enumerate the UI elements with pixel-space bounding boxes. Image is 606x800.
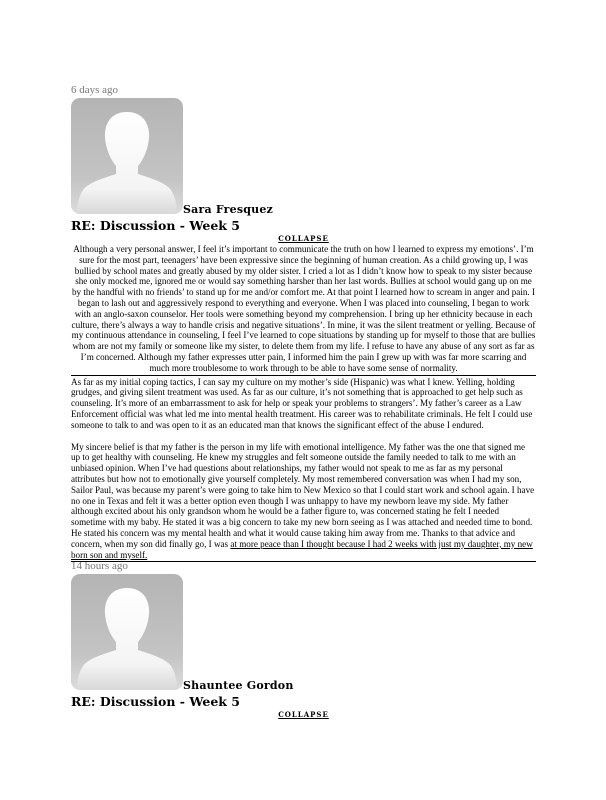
avatar bbox=[71, 574, 183, 690]
discussion-post bbox=[71, 84, 536, 562]
post-timestamp: 6 days ago bbox=[71, 84, 119, 96]
divider bbox=[71, 375, 536, 376]
post-header bbox=[71, 574, 536, 692]
discussion-post bbox=[71, 560, 536, 719]
author-name[interactable]: Shauntee Gordon bbox=[183, 679, 294, 692]
collapse-link[interactable]: COLLAPSE bbox=[278, 234, 329, 243]
person-silhouette-icon bbox=[71, 574, 183, 690]
post-title: RE: Discussion - Week 5 bbox=[71, 694, 240, 709]
paragraph-3-ending: at more peace than I thought because I had 2 weeks with just my daughter, my new born son and myself. bbox=[71, 538, 533, 560]
post-title: RE: Discussion - Week 5 bbox=[71, 218, 240, 233]
person-silhouette-icon bbox=[71, 98, 183, 214]
paragraph-3-text: My sincere belief is that my father is the person in my life with emotional intelligence. My father was the one that signed me up to get healthy with counseling. He knew my struggles and felt someone outside the family needed to talk to me with an unbiased opinion. When I’ve had questions about relationships, my father would not speak to me as far as my personal attributes but how not to emotionally give yourself completely. My most remembered conversation was when I had my son, Sailor Paul, was because my parent’s were going to take him to New Mexico so that I could start work and school again. I have no one in Texas and felt it was a better option even though I was unhappy to have my newborn leave my side. My father although excited about his only grandson whom he would be a father figure to, was concerned stating he felt I needed sometime with my baby. He stated it was a big concern to take my new born seeing as I was attached and needed time to bond. He stated his concern was my mental health and what it would cause taking him away from me. Thanks to that advice and concern, when my son did finally go, I was bbox=[71, 441, 535, 549]
post-body-paragraph-3 bbox=[71, 442, 536, 561]
post-timestamp: 14 hours ago bbox=[71, 560, 128, 572]
post-header bbox=[71, 98, 536, 216]
post-body-paragraph-1: Although a very personal answer, I feel it’s important to communicate the truth on how I learned to express my emotions’. I’m sure for the most part, teenagers’ have been expressive since the beginning of human creation. As a child growing up, I was bullied by school mates and greatly abused by my older sister. I cried a lot as I didn’t know how to speak to my sister because she only mocked me, ignored me or would say something harsher than her last words. Bullies at school would gang up on me by the handful with no friends’ to stand up for me and/or comfort me. At that point I learned how to scream in anger and pain. I began to lash out and aggressively respond to everything and everyone. When I was placed into counseling, I began to work with an anglo-saxon counselor. Her tools were something beyond my comprehension. I bring up her ethnicity because in each culture, there’s always a way to handle crisis and negative situations’. In mine, it was the silent treatment or yelling. Because of my continuous attendance in counseling, I feel I’ve learned to cope situations by standing up for myself to those that are bullies whom are not my family or someone like my sister, to delete them from my life. I refuse to have any abuse of any sort as far as I’m concerned. Although my father expresses utter pain, I informed him the pain I grew up with was far more scarring and much more troublesome to work through to be able to have some sense of normality. bbox=[71, 244, 536, 373]
author-name[interactable]: Sara Fresquez bbox=[183, 203, 273, 216]
post-body-paragraph-2: As far as my initial coping tactics, I can say my culture on my mother’s side (Hispanic) was what I knew. Yelling, holding grudges, and giving silent treatment was used. As far as our culture, it’s not something that is approached to get help such as counseling. It’s more of an embarrassment to ask for help or speak your problems to strangers’. My father’s career as a Law Enforcement official was what led me into mental health treatment. His career was to rehabilitate criminals. He felt I could use someone to talk to and was open to it as an educated man that knows the significant effect of the abuse I endured. bbox=[71, 376, 533, 430]
collapse-link[interactable]: COLLAPSE bbox=[278, 710, 329, 719]
avatar bbox=[71, 98, 183, 214]
